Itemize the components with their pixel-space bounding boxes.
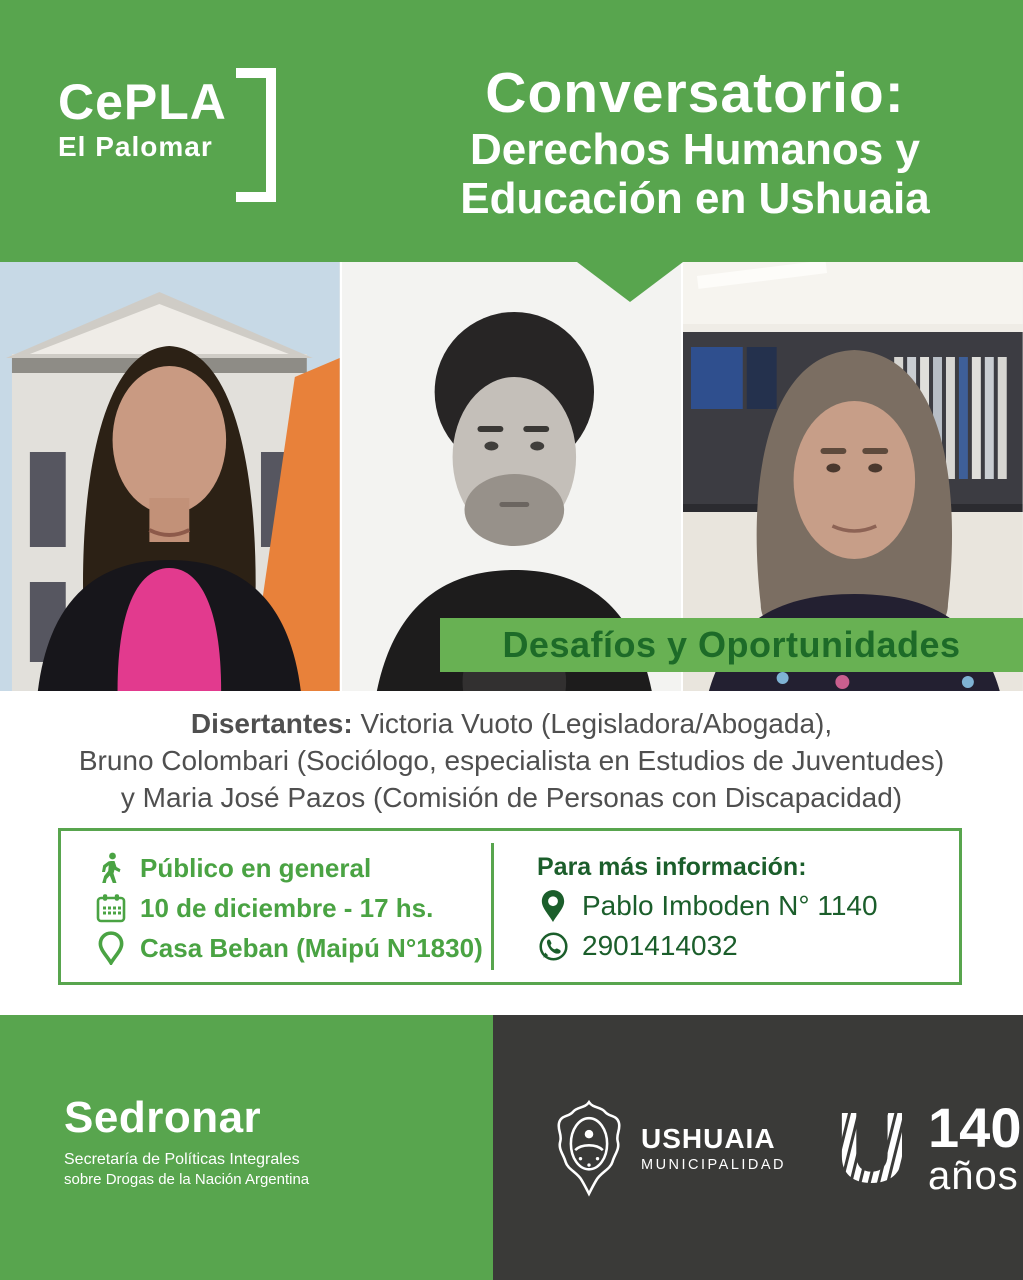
event-title-line3: Educación en Ushuaia xyxy=(460,173,930,223)
municipality-name: USHUAIA xyxy=(641,1122,776,1154)
cepla-logo xyxy=(58,76,288,163)
location-pin-icon xyxy=(537,889,569,923)
bracket-mark xyxy=(236,68,276,202)
contact-heading: Para más información: xyxy=(537,852,807,881)
event-title-line2: Derechos Humanos y xyxy=(470,124,920,174)
municipality-wordmark xyxy=(641,1123,786,1173)
speakers-line3: y Maria José Pazos (Comisión de Personas con Discapacidad) xyxy=(120,781,903,813)
phone-label: 2901414032 xyxy=(582,930,738,961)
sedronar-logo xyxy=(64,1093,309,1188)
event-info-box xyxy=(58,828,962,985)
anniversary-word: años xyxy=(928,1153,1019,1198)
header-notch-triangle xyxy=(577,262,683,302)
striped-u-icon xyxy=(826,1098,918,1198)
cepla-logo-text: CePLA xyxy=(58,74,227,130)
sedronar-subtitle-line2: sobre Drogas de la Nación Argentina xyxy=(64,1171,310,1188)
speakers-label: Disertantes: xyxy=(190,708,353,739)
sedronar-name: Sedronar xyxy=(64,1093,262,1142)
striped-u-letter: U xyxy=(835,1097,909,1198)
subtitle-banner xyxy=(440,618,1023,672)
speakers-line2: Bruno Colombari (Sociólogo, especialista en Estudios de Juventudes) xyxy=(78,744,945,776)
ushuaia-shield-icon xyxy=(549,1099,629,1197)
whatsapp-icon xyxy=(537,931,569,962)
location-pin-icon xyxy=(95,931,127,965)
event-title-line1: Conversatorio: xyxy=(485,61,905,125)
speaker-photo-left xyxy=(0,262,340,691)
anniversary-number: 140 xyxy=(928,1095,1022,1159)
subtitle-banner-label: Desafíos y Oportunidades xyxy=(502,624,961,665)
sedronar-subtitle-line1: Secretaría de Políticas Integrales xyxy=(64,1151,300,1168)
venue-row xyxy=(95,928,483,968)
sedronar-footer-block xyxy=(0,1015,493,1280)
calendar-icon xyxy=(95,893,127,923)
audience-label: Público en general xyxy=(140,852,372,883)
anniversary-lockup xyxy=(928,1095,1022,1198)
municipality-subtitle: MUNICIPALIDAD xyxy=(641,1156,787,1173)
date-label: 10 de diciembre - 17 hs. xyxy=(140,892,434,923)
event-details-column xyxy=(95,848,483,968)
speakers-line1 xyxy=(0,706,1023,743)
contact-column xyxy=(537,848,878,966)
walking-person-icon xyxy=(95,851,127,885)
info-box-divider xyxy=(491,843,494,970)
photo-woman-pink-blouse xyxy=(0,262,340,691)
speakers-line1-rest: Victoria Vuoto (Legisladora/Abogada), xyxy=(352,708,833,739)
address-label: Pablo Imboden N° 1140 xyxy=(582,890,878,921)
audience-row xyxy=(95,848,483,888)
cepla-logo-subtext: El Palomar xyxy=(58,130,213,162)
phone-row xyxy=(537,926,878,966)
speakers-paragraph xyxy=(0,706,1023,817)
venue-label: Casa Beban (Maipú N°1830) xyxy=(140,932,483,963)
address-row xyxy=(537,886,878,926)
event-title xyxy=(385,62,1005,223)
date-row xyxy=(95,888,483,928)
municipality-footer-block xyxy=(493,1015,1023,1280)
header-band xyxy=(0,0,1023,262)
